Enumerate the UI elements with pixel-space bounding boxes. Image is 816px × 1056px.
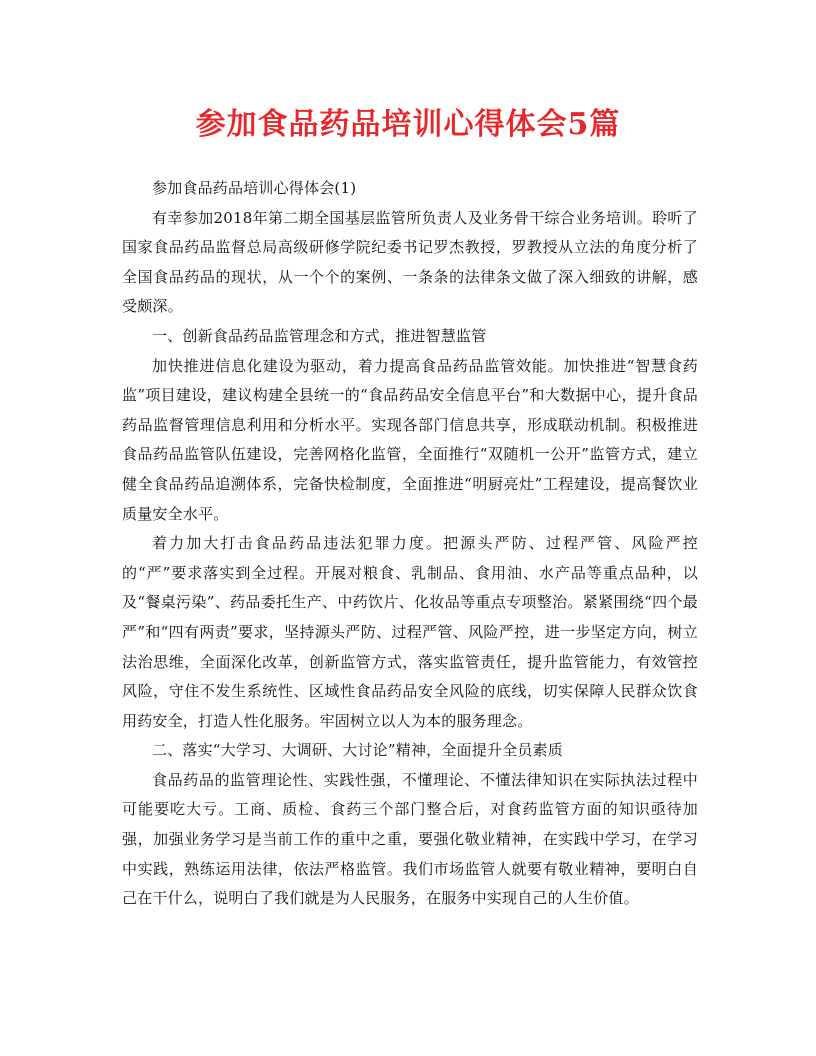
- subsection-heading: 二、落实“大学习、大调研、大讨论”精神，全面提升全员素质: [152, 741, 563, 760]
- paragraph: 食品药品的监管理论性、实践性强，不懂理论、不懂法律知识在实际执法过程中可能要吃大亏。工商、质检、食药三个部门整合后，对食药监管方面的知识亟待加强，加强业务学习是当前工作的重中之重，要强化敬业精神，在实践中学习，在学习中实践，熟练运用法律，依法严格监管。我们市场监管人就要有敬业精神，要明白自己在干什么，说明白了我们就是为人民服务，在服务中实现自己的人生价值。: [122, 770, 698, 908]
- document-title: 参加食品药品培训心得体会5篇: [195, 107, 621, 142]
- section-heading: 参加食品药品培训心得体会(1): [152, 179, 357, 197]
- document-body: [122, 174, 698, 914]
- paragraph: 加快推进信息化建设为驱动，着力提高食品药品监管效能。加快推进“智慧食药监”项目建设，建议构建全县统一的“食品药品安全信息平台”和大数据中心，提升食品药品监督管理信息利用和分析水平。实现各部门信息共享，形成联动机制。积极推进食品药品监管队伍建设，完善网格化监管，全面推行“双随机一公开”监管方式，建立健全食品药品追溯体系，完备快检制度，全面推进“明厨亮灶”工程建设，提高餐饮业质量安全水平。: [122, 356, 698, 523]
- paragraph: 有幸参加2018年第二期全国基层监管所负责人及业务骨干综合业务培训。聆听了国家食品药品监督总局高级研修学院纪委书记罗杰教授，罗教授从立法的角度分析了全国食品药品的现状，从一个个的案例、一条条的法律条文做了深入细致的讲解，感受颇深。: [122, 208, 698, 316]
- subsection-heading: 一、创新食品药品监管理念和方式，推进智慧监管: [152, 326, 487, 345]
- paragraph: 着力加大打击食品药品违法犯罪力度。把源头严防、过程严管、风险严控的“严”要求落实到全过程。开展对粮食、乳制品、食用油、水产品等重点品种，以及“餐桌污染”、药品委托生产、中药饮片、化妆品等重点专项整治。紧紧围绕“四个最严”和“四有两责”要求，坚持源头严防、过程严管、风险严控，进一步坚定方向，树立法治思维，全面深化改革，创新监管方式，落实监管责任，提升监管能力，有效管控风险，守住不发生系统性、区域性食品药品安全风险的底线，切实保障人民群众饮食用药安全，打造人性化服务。牢固树立以人为本的服务理念。: [122, 534, 698, 730]
